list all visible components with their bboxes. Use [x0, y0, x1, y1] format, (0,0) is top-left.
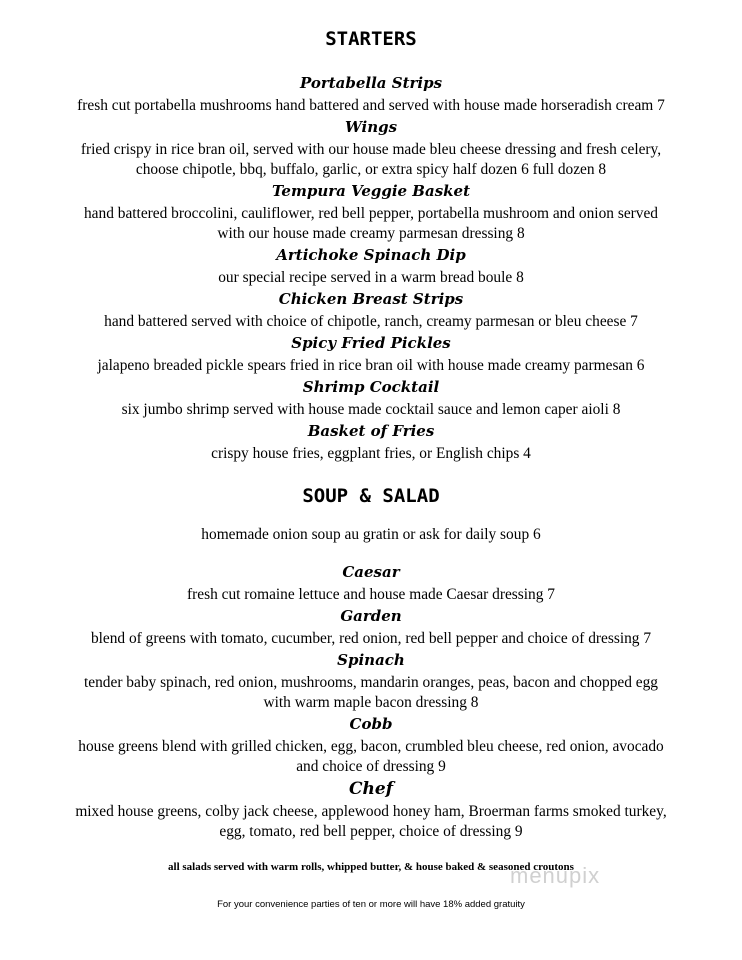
item-spinach-desc-line2: with warm maple bacon dressing 8	[263, 694, 479, 711]
item-caesar-desc: fresh cut romaine lettuce and house made Caesar dressing 7	[187, 586, 555, 603]
item-shrimp-cocktail-name: Shrimp Cocktail	[302, 378, 440, 396]
item-fried-pickles-desc: jalapeno breaded pickle spears fried in rice bran oil with house made creamy parmesan 6	[97, 357, 645, 374]
item-chicken-strips-desc: hand battered served with choice of chipotle, ranch, creamy parmesan or bleu cheese 7	[104, 313, 638, 330]
gratuity-note: For your convenience parties of ten or more will have 18% added gratuity	[217, 899, 525, 910]
item-wings-name: Wings	[344, 118, 398, 136]
item-artichoke-dip-name: Artichoke Spinach Dip	[276, 246, 466, 264]
item-spinach-name: Spinach	[337, 651, 405, 669]
soup-desc: homemade onion soup au gratin or ask for daily soup 6	[201, 526, 541, 543]
soup-salad-heading: SOUP & SALAD	[302, 485, 440, 507]
item-cobb-name: Cobb	[349, 715, 393, 733]
item-fries-desc: crispy house fries, eggplant fries, or English chips 4	[211, 445, 531, 462]
item-chicken-strips-name: Chicken Breast Strips	[278, 290, 464, 308]
item-wings-desc-line2: choose chipotle, bbq, buffalo, garlic, or extra spicy half dozen 6 full dozen 8	[135, 161, 607, 178]
item-tempura-desc-line2: with our house made creamy parmesan dressing 8	[217, 225, 525, 242]
item-caesar-name: Caesar	[342, 563, 400, 581]
item-garden-name: Garden	[340, 607, 402, 625]
item-portabella-strips-name: Portabella Strips	[299, 74, 443, 92]
item-chef-desc-line1: mixed house greens, colby jack cheese, applewood honey ham, Broerman farms smoked turkey,	[75, 803, 667, 820]
item-tempura-name: Tempura Veggie Basket	[271, 182, 471, 200]
starters-heading: STARTERS	[325, 28, 417, 50]
item-wings-desc-line1: fried crispy in rice bran oil, served with our house made bleu cheese dressing and fresh celery,	[80, 141, 662, 158]
item-spinach-desc-line1: tender baby spinach, red onion, mushrooms, mandarin oranges, peas, bacon and chopped egg	[84, 674, 658, 691]
item-tempura-desc-line1: hand battered broccolini, cauliflower, red bell pepper, portabella mushroom and onion served	[83, 205, 658, 222]
menupix-watermark: menupix	[510, 863, 601, 888]
salads-note: all salads served with warm rolls, whipped butter, & house baked & seasoned croutons	[168, 861, 574, 873]
item-cobb-desc-line1: house greens blend with grilled chicken, egg, bacon, crumbled bleu cheese, red onion, avocado	[78, 738, 664, 755]
item-shrimp-cocktail-desc: six jumbo shrimp served with house made cocktail sauce and lemon caper aioli 8	[121, 401, 621, 418]
item-fried-pickles-name: Spicy Fried Pickles	[291, 334, 451, 352]
item-chef-name: Chef	[348, 779, 394, 799]
item-artichoke-dip-desc: our special recipe served in a warm bread boule 8	[218, 269, 524, 286]
item-garden-desc: blend of greens with tomato, cucumber, red onion, red bell pepper and choice of dressing 7	[90, 630, 652, 647]
item-chef-desc-line2: egg, tomato, red bell pepper, choice of dressing 9	[219, 823, 523, 840]
item-portabella-strips-desc: fresh cut portabella mushrooms hand battered and served with house made horseradish cream 7	[77, 97, 665, 114]
item-cobb-desc-line2: and choice of dressing 9	[296, 758, 446, 775]
item-fries-name: Basket of Fries	[307, 422, 435, 440]
